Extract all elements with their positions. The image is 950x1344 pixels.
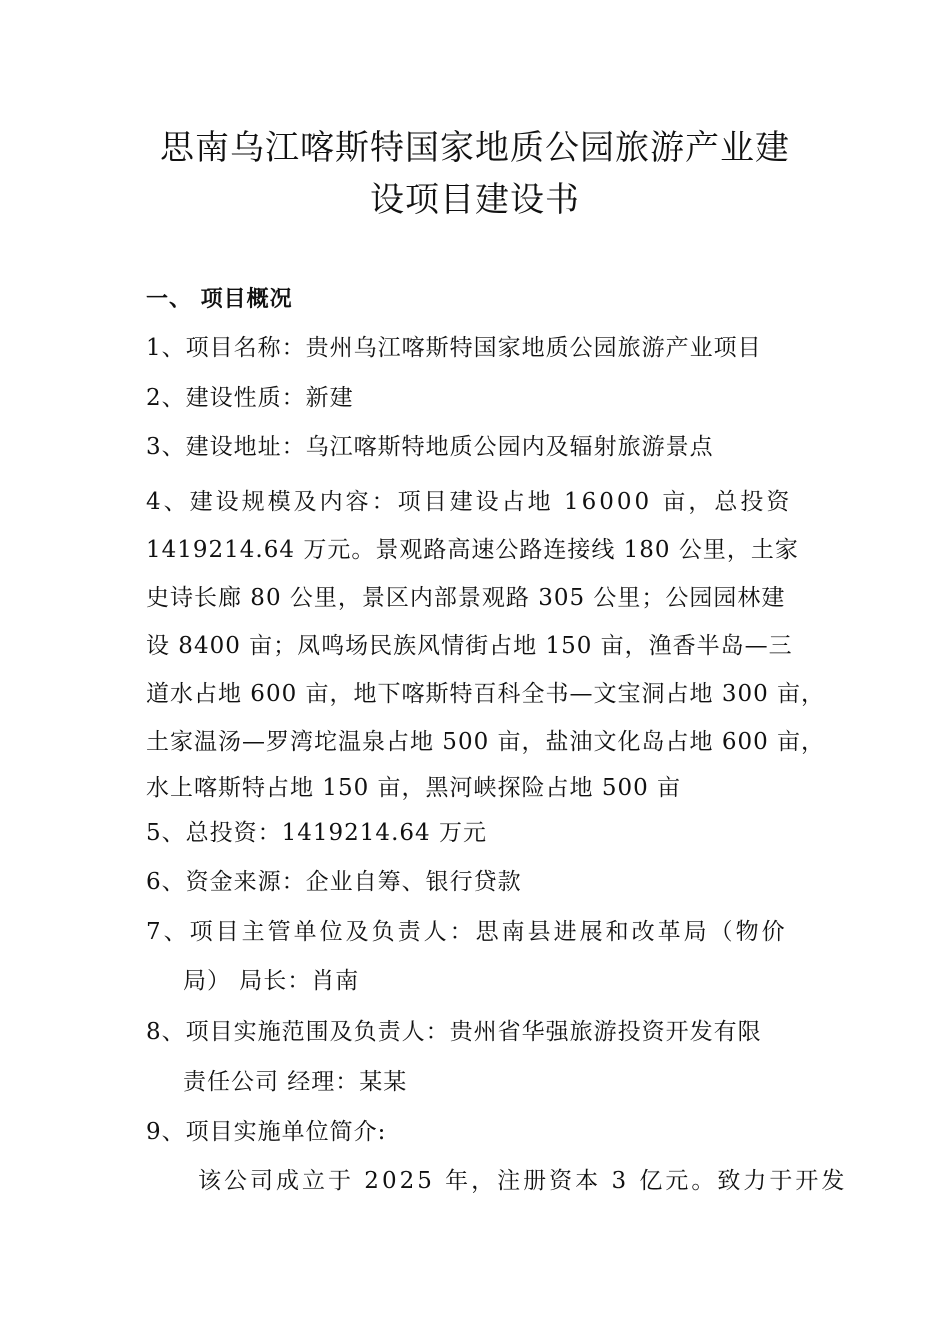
item-implementer-intro-heading: 9、项目实施单位简介: [146, 1119, 387, 1145]
item-scale-line-4: 设 8400 亩；凤鸣场民族风情街占地 150 亩，渔香半岛—三 [146, 633, 793, 659]
item-total-investment: 5、总投资：1419214.64 万元 [146, 820, 487, 846]
document-title-line-2: 设项目建设书 [370, 180, 580, 220]
item-scale-line-2: 1419214.64 万元。景观路高速公路连接线 180 公里，土家 [146, 537, 799, 563]
item-scale-line-7: 水上喀斯特占地 150 亩，黑河峡探险占地 500 亩 [146, 775, 682, 801]
item-scale-line-6: 土家温汤—罗湾坨温泉占地 500 亩，盐油文化岛占地 600 亩， [146, 729, 826, 755]
document-title-line-1: 思南乌江喀斯特国家地质公园旅游产业建 [160, 128, 790, 168]
item-scale-line-1: 4、建设规模及内容：项目建设占地 16000 亩，总投资 [146, 489, 793, 515]
item-implementer-line-1: 8、项目实施范围及负责人：贵州省华强旅游投资开发有限 [146, 1019, 762, 1045]
intro-paragraph-line-1: 该公司成立于 2025 年，注册资本 3 亿元。致力于开发 [198, 1168, 848, 1194]
item-implementer-line-2: 责任公司 经理：某某 [183, 1069, 408, 1095]
item-project-name: 1、项目名称：贵州乌江喀斯特国家地质公园旅游产业项目 [146, 335, 762, 361]
section-heading-overview: 一、 项目概况 [146, 286, 293, 312]
item-supervisor-line-2: 局） 局长：肖南 [183, 968, 360, 994]
item-supervisor-line-1: 7、项目主管单位及负责人：思南县进展和改革局（物价 [146, 919, 788, 945]
item-construction-address: 3、建设地址：乌江喀斯特地质公园内及辐射旅游景点 [146, 434, 714, 460]
item-construction-nature: 2、建设性质：新建 [146, 385, 354, 411]
item-scale-line-3: 史诗长廊 80 公里，景区内部景观路 305 公里；公园园林建 [146, 585, 786, 611]
item-scale-line-5: 道水占地 600 亩，地下喀斯特百科全书—文宝洞占地 300 亩， [146, 681, 826, 707]
item-funding-source: 6、资金来源：企业自筹、银行贷款 [146, 869, 522, 895]
